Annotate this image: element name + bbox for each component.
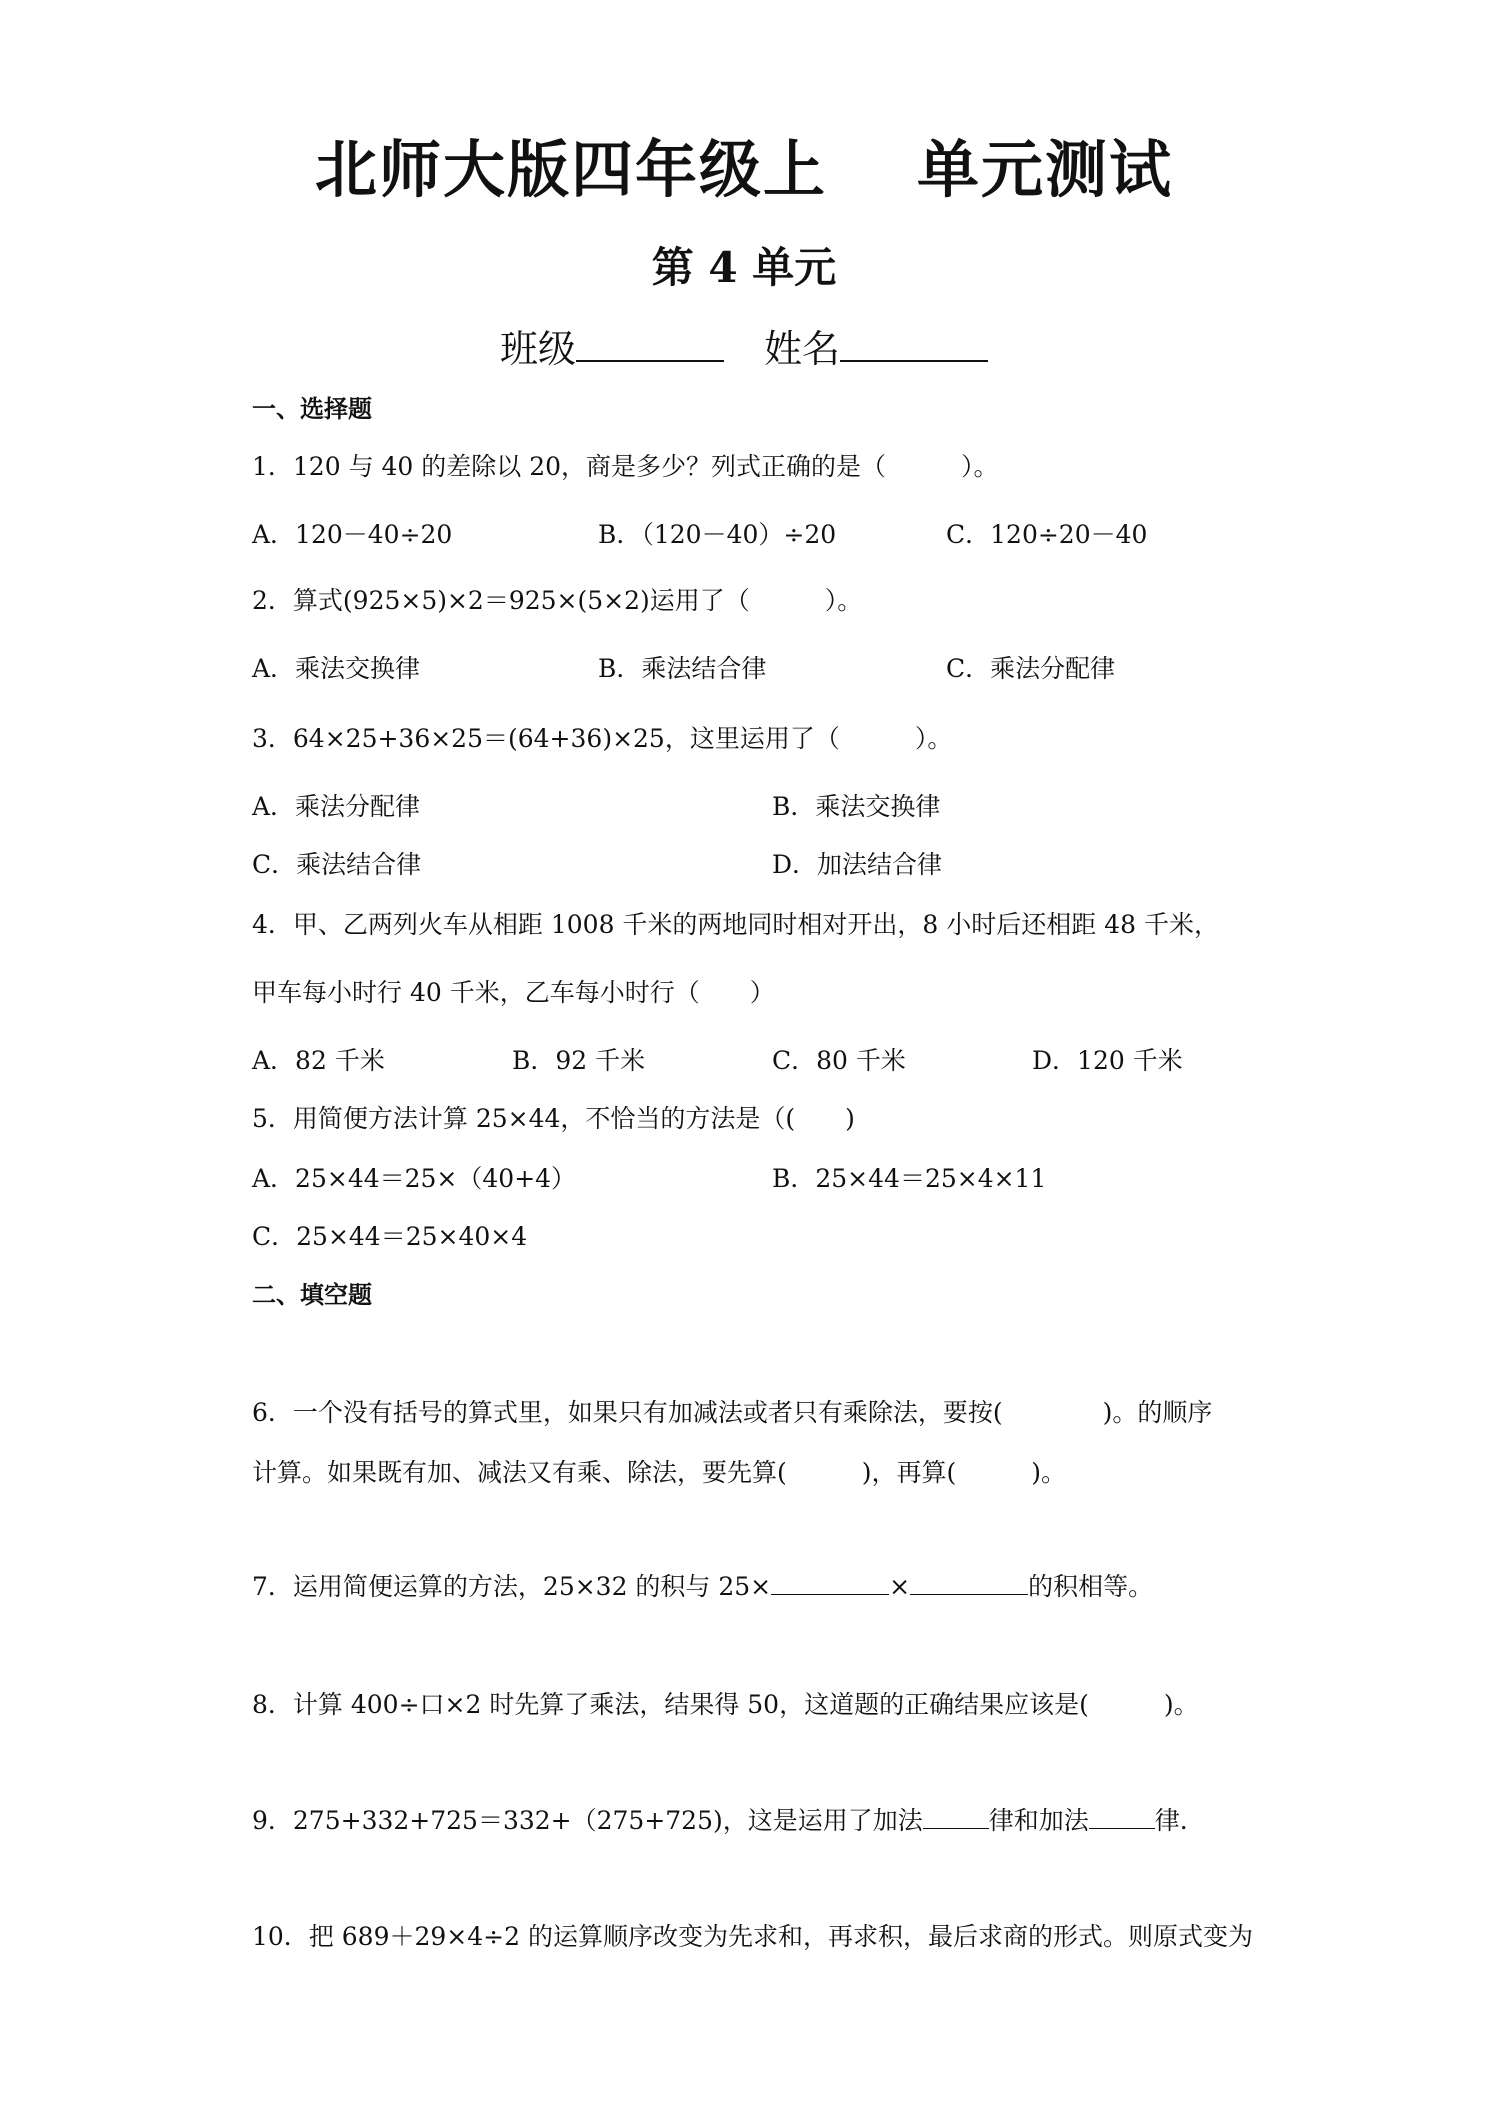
question-8: 8．计算 400÷口×2 时先算了乘法，结果得 50，这道题的正确结果应该是( )。 bbox=[252, 1690, 1199, 1719]
q3-option-a[interactable]: A．乘法分配律 bbox=[252, 792, 421, 821]
question-4-line-1: 4．甲、乙两列火车从相距 1008 千米的两地同时相对开出，8 小时后还相距 48 千米， bbox=[252, 910, 1219, 939]
q7-text-before: 7．运用简便运算的方法，25×32 的积与 25× bbox=[252, 1572, 772, 1601]
question-3: 3．64×25+36×25＝(64+36)×25，这里运用了（ ）。 bbox=[252, 724, 953, 753]
q2-option-b[interactable]: B．乘法结合律 bbox=[598, 654, 767, 683]
name-blank[interactable] bbox=[840, 322, 988, 362]
q3-option-b[interactable]: B．乘法交换律 bbox=[772, 792, 941, 821]
question-6-line-2: 计算。如果既有加、减法又有乘、除法，要先算( )，再算( )。 bbox=[252, 1458, 1067, 1487]
question-4-line-2: 甲车每小时行 40 千米，乙车每小时行（ ） bbox=[252, 978, 775, 1007]
q5-option-b[interactable]: B．25×44＝25×4×11 bbox=[772, 1164, 1047, 1193]
q4-option-c[interactable]: C．80 千米 bbox=[772, 1046, 906, 1075]
question-1: 1．120 与 40 的差除以 20，商是多少？列式正确的是（ ）。 bbox=[252, 452, 999, 481]
q5-option-a[interactable]: A．25×44＝25×（40+4） bbox=[252, 1164, 577, 1193]
q5-option-c[interactable]: C．25×44＝25×40×4 bbox=[252, 1222, 528, 1251]
q2-option-c[interactable]: C．乘法分配律 bbox=[946, 654, 1116, 683]
question-10: 10．把 689＋29×4÷2 的运算顺序改变为先求和，再求积，最后求商的形式。则原式变为 bbox=[252, 1922, 1253, 1951]
question-9 bbox=[252, 1804, 1188, 1838]
section-choice-heading: 一、选择题 bbox=[252, 395, 372, 423]
q7-blank-1[interactable] bbox=[771, 1570, 889, 1595]
q4-option-b[interactable]: B．92 千米 bbox=[512, 1046, 646, 1075]
title-left: 北师大版四年级上 bbox=[314, 133, 827, 206]
q9-blank-2[interactable] bbox=[1089, 1804, 1155, 1829]
q9-text-before: 9．275+332+725＝332+（275+725)，这是运用了加法 bbox=[252, 1806, 923, 1835]
q9-blank-1[interactable] bbox=[923, 1804, 989, 1829]
class-blank[interactable] bbox=[576, 322, 724, 362]
q2-option-a[interactable]: A．乘法交换律 bbox=[252, 654, 421, 683]
q7-blank-2[interactable] bbox=[910, 1570, 1028, 1595]
student-info bbox=[0, 322, 1488, 375]
q1-option-c[interactable]: C．120÷20－40 bbox=[946, 520, 1148, 549]
section-fill-heading: 二、填空题 bbox=[252, 1281, 372, 1309]
q3-option-c[interactable]: C．乘法结合律 bbox=[252, 850, 422, 879]
q4-option-a[interactable]: A．82 千米 bbox=[252, 1046, 385, 1075]
question-7 bbox=[252, 1570, 1153, 1604]
q1-option-b[interactable]: B．（120－40）÷20 bbox=[598, 520, 837, 549]
question-6-line-1: 6．一个没有括号的算式里，如果只有加减法或者只有乘除法，要按( )。的顺序 bbox=[252, 1398, 1213, 1427]
q7-text-mid: × bbox=[889, 1572, 911, 1601]
question-2: 2．算式(925×5)×2＝925×(5×2)运用了（ ）。 bbox=[252, 586, 863, 615]
class-label: 班级 bbox=[499, 327, 576, 371]
q3-option-d[interactable]: D．加法结合律 bbox=[772, 850, 943, 879]
q1-option-a[interactable]: A．120－40÷20 bbox=[252, 520, 453, 549]
question-5: 5．用简便方法计算 25×44，不恰当的方法是（( ) bbox=[252, 1104, 855, 1133]
q9-text-mid: 律和加法 bbox=[988, 1806, 1089, 1835]
name-label: 姓名 bbox=[764, 327, 841, 371]
q7-text-after: 的积相等。 bbox=[1028, 1572, 1154, 1601]
q9-text-after: 律. bbox=[1154, 1806, 1188, 1835]
title-right: 单元测试 bbox=[917, 133, 1174, 206]
unit-subtitle: 第 4 单元 bbox=[651, 243, 837, 292]
q4-option-d[interactable]: D．120 千米 bbox=[1032, 1046, 1183, 1075]
page-title bbox=[0, 130, 1488, 210]
